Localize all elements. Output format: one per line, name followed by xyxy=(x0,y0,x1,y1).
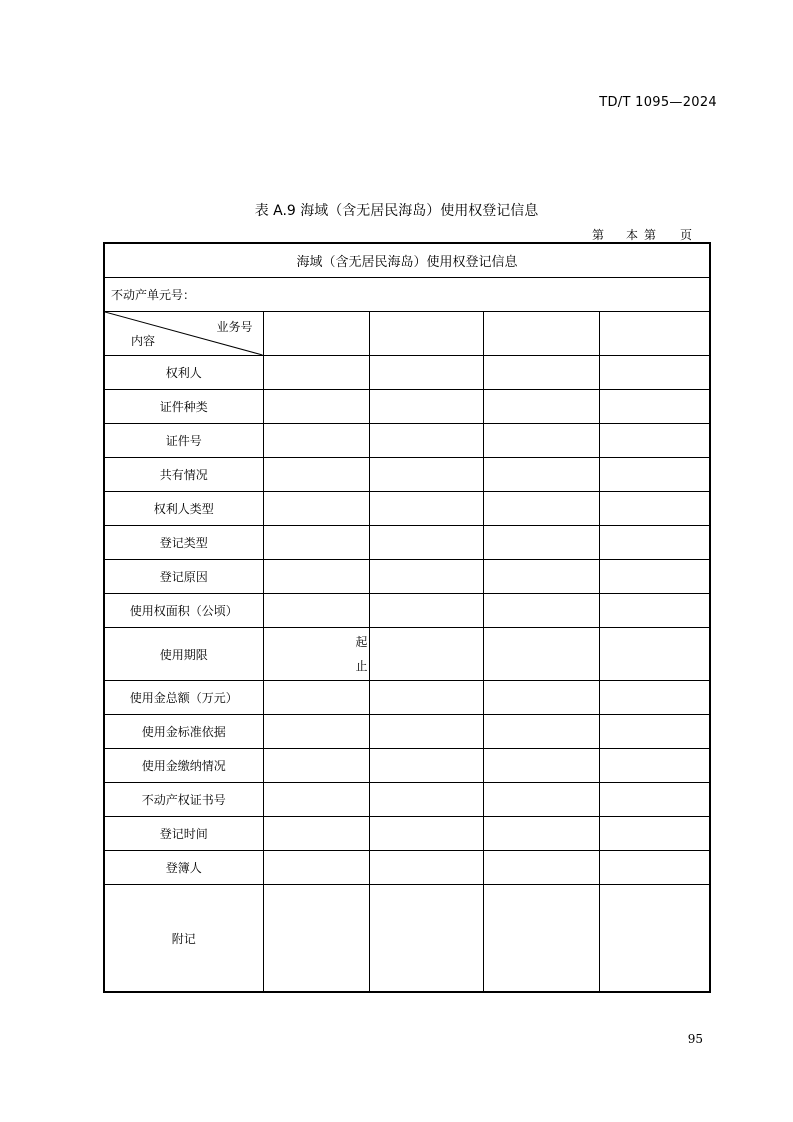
page-marker-ben: 本 xyxy=(626,228,639,242)
value-cell[interactable] xyxy=(599,560,710,594)
business-number-cell[interactable] xyxy=(369,312,483,356)
value-cell[interactable] xyxy=(263,390,369,424)
value-cell[interactable] xyxy=(263,885,369,993)
value-cell[interactable] xyxy=(599,681,710,715)
value-cell[interactable] xyxy=(599,715,710,749)
value-cell[interactable] xyxy=(483,526,599,560)
value-cell[interactable] xyxy=(483,749,599,783)
value-cell[interactable] xyxy=(483,851,599,885)
value-cell[interactable] xyxy=(483,356,599,390)
value-cell[interactable] xyxy=(263,749,369,783)
value-cell[interactable] xyxy=(369,817,483,851)
diag-label-content: 内容 xyxy=(131,334,156,348)
value-cell[interactable] xyxy=(599,424,710,458)
value-cell[interactable] xyxy=(263,715,369,749)
value-cell[interactable] xyxy=(483,458,599,492)
value-cell[interactable] xyxy=(599,390,710,424)
diagonal-header-cell xyxy=(104,312,263,356)
row-label: 登记时间 xyxy=(104,817,263,851)
row-label: 使用金标准依据 xyxy=(104,715,263,749)
page-marker-ye: 页 xyxy=(680,228,693,242)
standard-code: TD/T 1095—2024 xyxy=(599,95,717,110)
table-caption: 表 A.9 海域（含无居民海岛）使用权登记信息 xyxy=(254,203,539,219)
value-cell[interactable] xyxy=(263,424,369,458)
diag-label-business-number: 业务号 xyxy=(216,320,253,334)
value-cell[interactable] xyxy=(483,817,599,851)
value-cell[interactable] xyxy=(599,749,710,783)
value-cell[interactable] xyxy=(263,851,369,885)
registration-table xyxy=(103,242,711,993)
row-label: 证件号 xyxy=(104,424,263,458)
value-cell[interactable] xyxy=(483,492,599,526)
value-cell[interactable] xyxy=(483,681,599,715)
value-cell[interactable] xyxy=(599,817,710,851)
value-cell[interactable] xyxy=(599,628,710,681)
row-label: 使用金缴纳情况 xyxy=(104,749,263,783)
value-cell[interactable] xyxy=(369,526,483,560)
value-cell[interactable] xyxy=(483,424,599,458)
value-cell[interactable] xyxy=(599,458,710,492)
value-cell[interactable] xyxy=(369,749,483,783)
period-end-label: 止 xyxy=(355,659,368,673)
value-cell[interactable] xyxy=(369,594,483,628)
row-label: 不动产权证书号 xyxy=(104,783,263,817)
row-label: 登记类型 xyxy=(104,526,263,560)
row-label: 使用权面积（公顷） xyxy=(104,594,263,628)
value-cell[interactable] xyxy=(599,526,710,560)
row-label: 附记 xyxy=(104,885,263,993)
business-number-cell[interactable] xyxy=(483,312,599,356)
page-number: 95 xyxy=(687,1032,703,1046)
value-cell[interactable] xyxy=(369,715,483,749)
page-marker-di: 第 xyxy=(592,228,605,242)
value-cell[interactable] xyxy=(483,783,599,817)
value-cell[interactable] xyxy=(369,851,483,885)
value-cell[interactable] xyxy=(599,492,710,526)
value-cell[interactable] xyxy=(599,594,710,628)
unit-number-label: 不动产单元号： xyxy=(104,278,710,312)
value-cell[interactable] xyxy=(263,783,369,817)
value-cell[interactable] xyxy=(263,356,369,390)
value-cell[interactable] xyxy=(263,628,369,681)
value-cell[interactable] xyxy=(369,492,483,526)
row-label: 权利人类型 xyxy=(104,492,263,526)
value-cell[interactable] xyxy=(263,817,369,851)
business-number-cell[interactable] xyxy=(599,312,710,356)
row-label: 使用期限 xyxy=(104,628,263,681)
row-label: 权利人 xyxy=(104,356,263,390)
value-cell[interactable] xyxy=(369,356,483,390)
row-label: 登簿人 xyxy=(104,851,263,885)
value-cell[interactable] xyxy=(263,594,369,628)
value-cell[interactable] xyxy=(483,885,599,993)
value-cell[interactable] xyxy=(483,715,599,749)
value-cell[interactable] xyxy=(599,356,710,390)
value-cell[interactable] xyxy=(369,560,483,594)
period-start-label: 起 xyxy=(355,635,368,649)
value-cell[interactable] xyxy=(599,783,710,817)
value-cell[interactable] xyxy=(483,594,599,628)
value-cell[interactable] xyxy=(369,458,483,492)
value-cell[interactable] xyxy=(369,783,483,817)
value-cell[interactable] xyxy=(263,526,369,560)
value-cell[interactable] xyxy=(369,390,483,424)
value-cell[interactable] xyxy=(263,458,369,492)
row-label: 共有情况 xyxy=(104,458,263,492)
row-label: 使用金总额（万元） xyxy=(104,681,263,715)
value-cell[interactable] xyxy=(483,560,599,594)
value-cell[interactable] xyxy=(483,628,599,681)
value-cell[interactable] xyxy=(263,492,369,526)
row-label: 登记原因 xyxy=(104,560,263,594)
row-label: 证件种类 xyxy=(104,390,263,424)
value-cell[interactable] xyxy=(263,681,369,715)
value-cell[interactable] xyxy=(263,560,369,594)
business-number-cell[interactable] xyxy=(263,312,369,356)
table-title: 海域（含无居民海岛）使用权登记信息 xyxy=(104,243,710,278)
value-cell[interactable] xyxy=(369,424,483,458)
value-cell[interactable] xyxy=(599,885,710,993)
page-marker-di2: 第 xyxy=(644,228,657,242)
page-marker xyxy=(592,226,692,243)
value-cell[interactable] xyxy=(369,885,483,993)
value-cell[interactable] xyxy=(369,628,483,681)
value-cell[interactable] xyxy=(599,851,710,885)
value-cell[interactable] xyxy=(369,681,483,715)
value-cell[interactable] xyxy=(483,390,599,424)
